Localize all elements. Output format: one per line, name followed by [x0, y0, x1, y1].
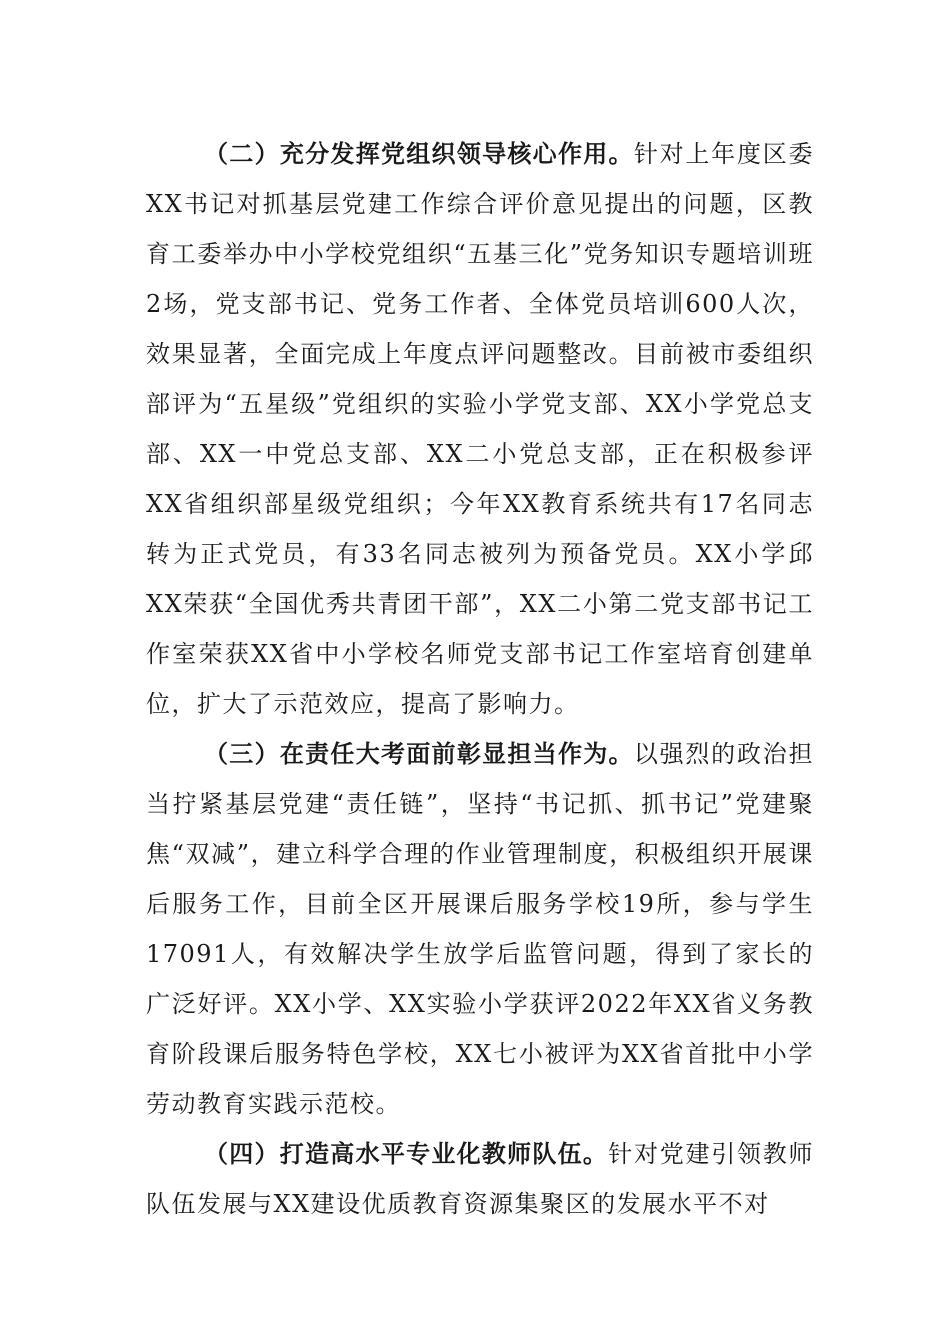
section-two-paragraph — [146, 129, 814, 729]
section-three-heading: （三）在责任大考面前彰显担当作为。 — [204, 740, 634, 768]
section-two-heading: （二）充分发挥党组织领导核心作用。 — [204, 140, 634, 168]
document-body — [146, 129, 814, 1229]
section-three-paragraph — [146, 729, 814, 1129]
section-four-paragraph — [146, 1129, 814, 1229]
section-four-heading: （四）打造高水平专业化教师队伍。 — [204, 1140, 609, 1168]
section-four-body: 针对党建引领教师队伍发展与XX建设优质教育资源集聚区的发展水平不对 — [146, 1140, 815, 1218]
section-three-body: 以强烈的政治担当拧紧基层党建“责任链”，坚持“书记抓、抓书记”党建聚焦“双减”，建立科学合理的作业管理制度，积极组织开展课后服务工作，目前全区开展课后服务学校19所，参与学生17091人，有效解决学生放学后监管问题，得到了家长的广泛好评。XX小学、XX实验小学获评2022年XX省义务教育阶段课后服务特色学校，XX七小被评为XX省首批中小学劳动教育实践示范校。 — [146, 740, 815, 1118]
section-two-body: 针对上年度区委XX书记对抓基层党建工作综合评价意见提出的问题，区教育工委举办中小学校党组织“五基三化”党务知识专题培训班2场，党支部书记、党务工作者、全体党员培训600人次，效果显著，全面完成上年度点评问题整改。目前被市委组织部评为“五星级”党组织的实验小学党支部、XX小学党总支部、XX一中党总支部、XX二小党总支部，正在积极参评XX省组织部星级党组织；今年XX教育系统共有17名同志转为正式党员，有33名同志被列为预备党员。XX小学邱XX荣获“全国优秀共青团干部”，XX二小第二党支部书记工作室荣获XX省中小学校名师党支部书记工作室培育创建单位，扩大了示范效应，提高了影响力。 — [146, 140, 815, 718]
